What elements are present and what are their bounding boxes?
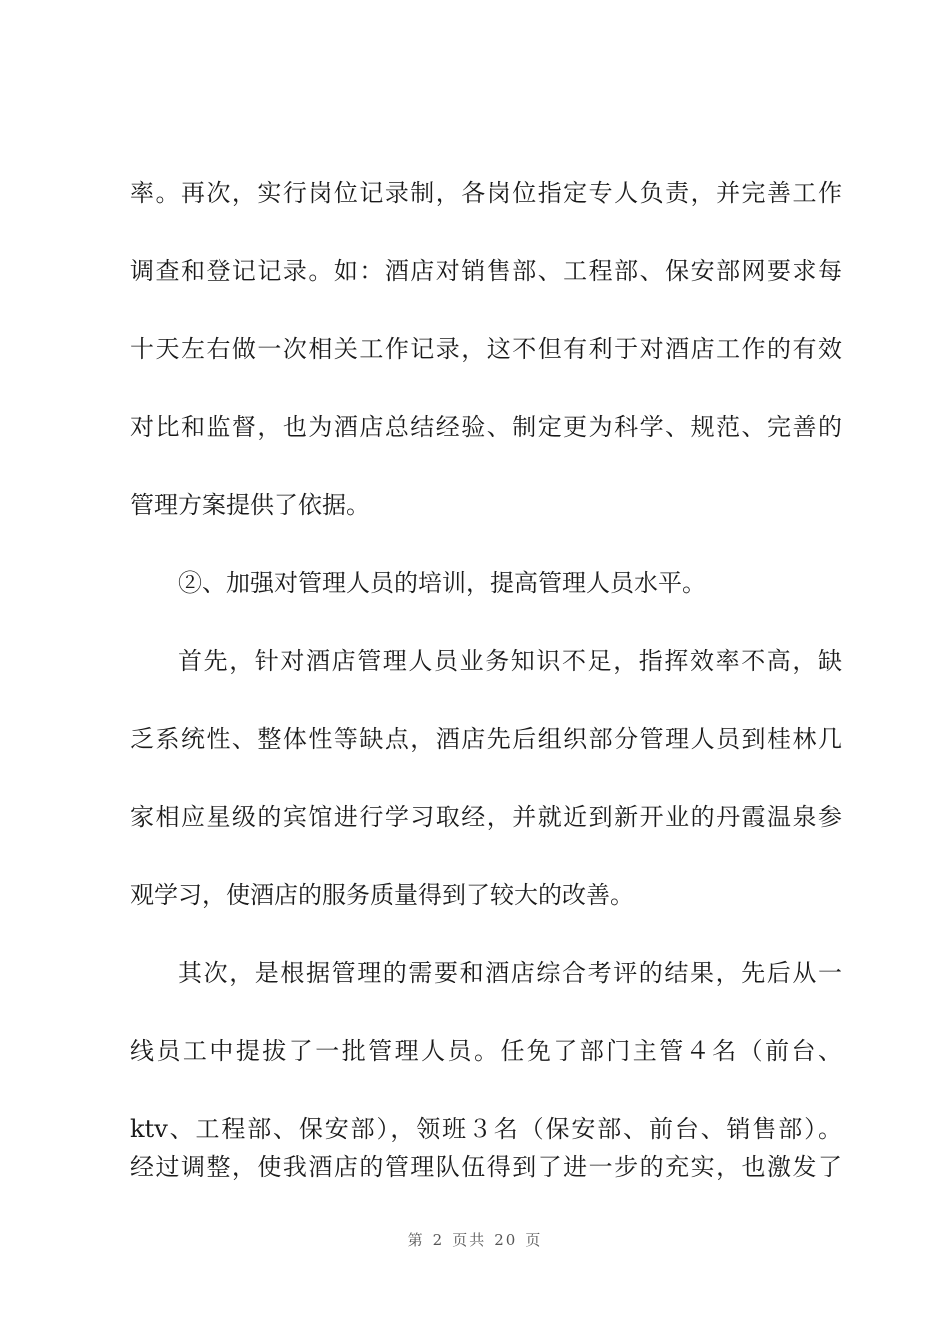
footer-total-pages: 20 [494, 1231, 518, 1249]
body-line: 调查和登记记录。如：酒店对销售部、工程部、保安部网要求每 [130, 257, 842, 285]
footer-prefix: 第 [407, 1231, 425, 1249]
body-line: 管理方案提供了依据。 [130, 491, 370, 519]
body-line: 乏系统性、整体性等缺点，酒店先后组织部分管理人员到桂林几 [130, 725, 842, 753]
section-heading: ②、加强对管理人员的培训，提高管理人员水平。 [178, 569, 706, 597]
body-line: 其次，是根据管理的需要和酒店综合考评的结果，先后从一 [178, 959, 842, 987]
body-line: 对比和监督，也为酒店总结经验、制定更为科学、规范、完善的 [130, 413, 842, 441]
body-line: ktv、工程部、保安部），领班３名（保安部、前台、销售部）。 [130, 1115, 842, 1143]
footer-suffix: 页 [525, 1231, 543, 1249]
body-line: 家相应星级的宾馆进行学习取经，并就近到新开业的丹霞温泉参 [130, 803, 842, 831]
body-line: 十天左右做一次相关工作记录，这不但有利于对酒店工作的有效 [130, 335, 842, 363]
footer-current-page: 2 [432, 1231, 445, 1249]
footer-middle: 页共 [452, 1231, 487, 1249]
body-line: 观学习，使酒店的服务质量得到了较大的改善。 [130, 881, 634, 909]
body-line: 经过调整，使我酒店的管理队伍得到了进一步的充实，也激发了 [130, 1153, 842, 1181]
body-line: 线员工中提拔了一批管理人员。任免了部门主管４名（前台、 [130, 1037, 842, 1065]
body-line: 首先，针对酒店管理人员业务知识不足，指挥效率不高，缺 [178, 647, 842, 675]
body-line: 率。再次，实行岗位记录制，各岗位指定专人负责，并完善工作 [130, 179, 842, 207]
page-footer [0, 1229, 950, 1250]
